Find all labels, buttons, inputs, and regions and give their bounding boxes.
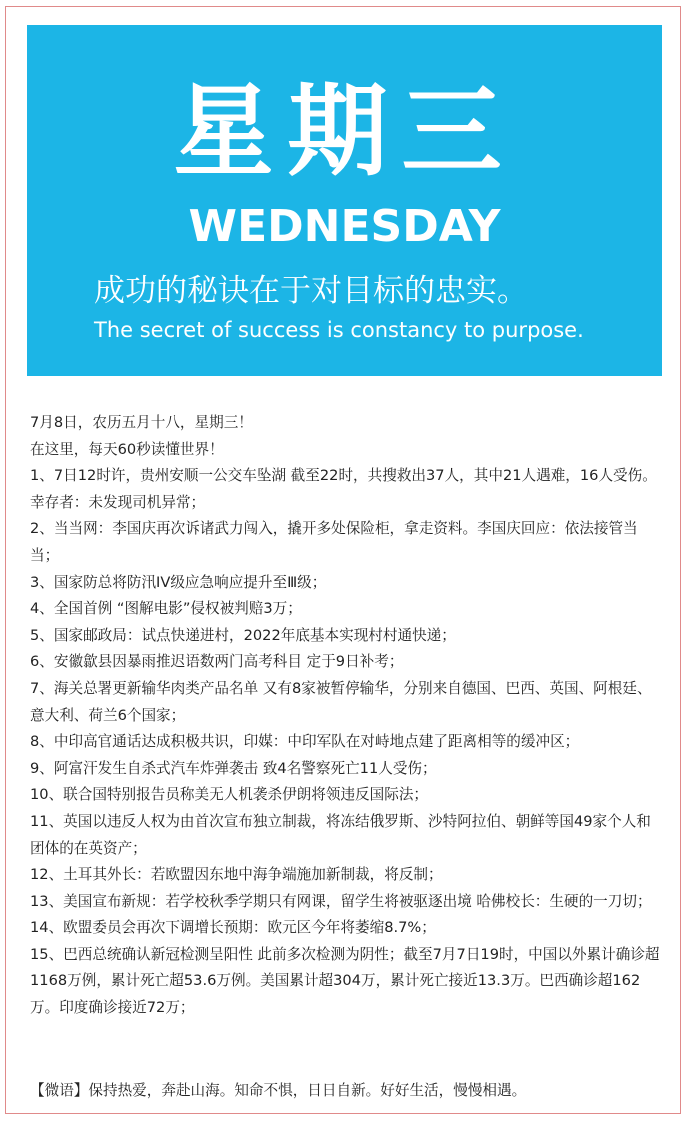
news-item-4: 4、全国首例 “图解电影”侵权被判赔3万； <box>30 600 302 618</box>
header-banner <box>27 25 662 376</box>
date-line: 7月8日，农历五月十八，星期三！ <box>30 414 253 431</box>
news-item-9: 9、阿富汗发生自杀式汽车炸弹袭击 致4名警察死亡11人受伤； <box>30 759 437 777</box>
news-item-2: 2、当当网：李国庆再次诉诸武力闯入，撬开多处保险柜，拿走资料。李国庆回应：依法接管当当； <box>30 520 638 564</box>
news-item-10: 10、联合国特别报告员称美无人机袭杀伊朗将领违反国际法； <box>30 786 429 804</box>
news-item-15: 15、巴西总统确认新冠检测呈阳性 此前多次检测为阴性；截至7月7日19时，中国以外累计确诊超1168万例，累计死亡超53.6万例。美国累计超304万，累计死亡接近13.3万。巴西确诊超162万。印度确诊接近72万； <box>30 945 660 1017</box>
news-item-8: 8、中印高官通话达成积极共识，印媒：中印军队在对峙地点建了距离相等的缓冲区； <box>30 733 580 751</box>
news-content <box>30 410 660 1022</box>
news-item-6: 6、安徽歙县因暴雨推迟语数两门高考科目 定于9日补考； <box>30 653 404 671</box>
news-item-3: 3、国家防总将防汛IV级应急响应提升至Ⅲ级； <box>30 573 327 591</box>
banner-quote-en: The secret of success is constancy to purpose. <box>94 318 584 342</box>
banner-quote-cn: 成功的秘诀在于对目标的忠实。 <box>94 273 528 309</box>
news-item-13: 13、美国宣布新规：若学校秋季学期只有网课，留学生将被驱逐出境 哈佛校长：生硬的一刀切； <box>30 892 652 910</box>
news-item-5: 5、国家邮政局：试点快递进村，2022年底基本实现村村通快递； <box>30 626 456 644</box>
banner-title-en: WEDNESDAY <box>188 201 501 252</box>
news-item-1: 1、7日12时许，贵州安顺一公交车坠湖 截至22时，共搜救出37人，其中21人遇难，16人受伤。幸存者：未发现司机异常； <box>30 467 657 511</box>
news-item-7: 7、海关总署更新输华肉类产品名单 又有8家被暂停输华，分别来自德国、巴西、英国、阿根廷、意大利、荷兰6个国家； <box>30 679 652 724</box>
closing-quote: 【微语】保持热爱，奔赴山海。知命不惧，日日自新。好好生活，慢慢相遇。 <box>30 1082 527 1099</box>
news-item-14: 14、欧盟委员会再次下调增长预期：欧元区今年将萎缩8.7%； <box>30 919 436 937</box>
banner-title-cn: 星期三 <box>173 73 516 190</box>
news-item-12: 12、土耳其外长：若欧盟因东地中海争端施加新制裁，将反制； <box>30 866 443 884</box>
news-item-11: 11、英国以违反人权为由首次宣布独立制裁，将冻结俄罗斯、沙特阿拉伯、朝鲜等国49家个人和团体的在英资产； <box>30 812 651 857</box>
slogan-line: 在这里，每天60秒读懂世界！ <box>30 440 224 458</box>
